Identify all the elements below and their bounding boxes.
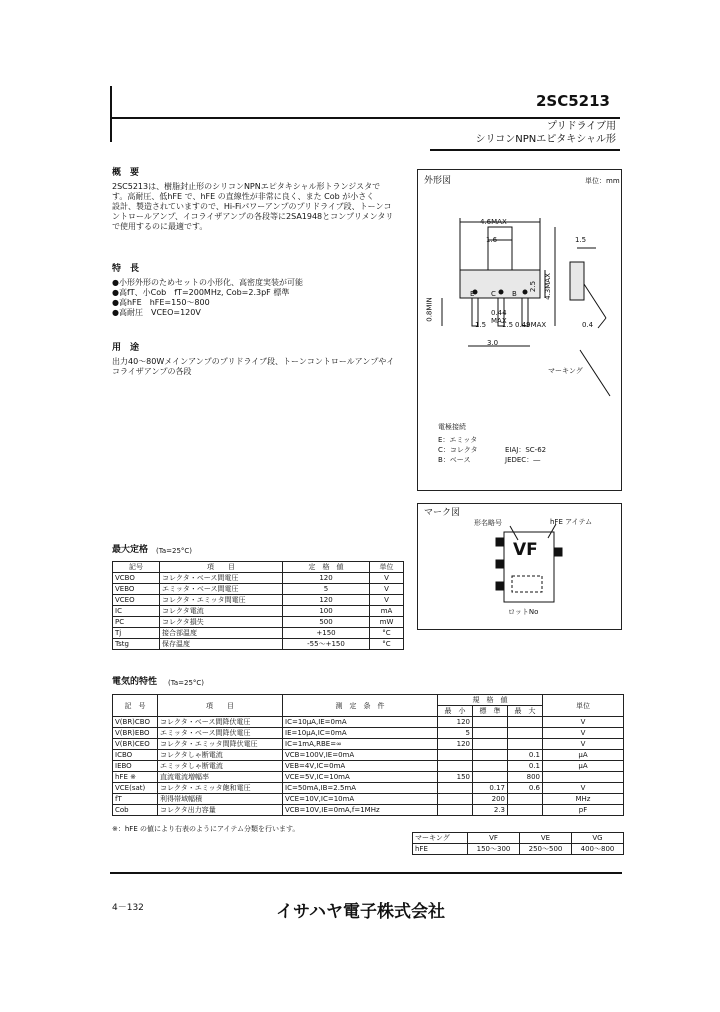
cell-unit: V xyxy=(370,584,404,595)
table-row xyxy=(113,783,624,794)
elec-title: 電気的特性 xyxy=(112,677,158,687)
cell-symbol: PC xyxy=(113,617,160,628)
overview-line: す。高耐圧、低hFE で、hFE の直線性が非常に良く、また Cob が小さく xyxy=(112,192,375,201)
elec-header-row-1 xyxy=(113,695,624,706)
subtitle-2: シリコンNPNエピタキシャル形 xyxy=(475,134,616,145)
header-top-rule xyxy=(110,117,620,119)
subtitle-1: プリドライブ用 xyxy=(547,121,616,132)
mark-lead-3 xyxy=(554,548,562,556)
dim-4-6max: 4.6MAX xyxy=(480,218,507,226)
cell-cond: VEB=4V,IC=0mA xyxy=(283,761,438,772)
th-item: 項 目 xyxy=(160,562,283,573)
cell-min xyxy=(438,750,473,761)
cell-cond: VCB=100V,IE=0mA xyxy=(283,750,438,761)
features-list xyxy=(112,278,303,318)
mark-hfe-label: hFE アイテム xyxy=(550,518,593,526)
cell-typ xyxy=(473,728,508,739)
cell-value: 500 xyxy=(283,617,370,628)
cell-max: 800 xyxy=(508,772,543,783)
cell-symbol: VCE(sat) xyxy=(113,783,158,794)
cell-value: VE xyxy=(520,833,572,844)
cell-item: コレクタ・エミッタ飽和電圧 xyxy=(158,783,283,794)
cell-cond: VCE=5V,IC=10mA xyxy=(283,772,438,783)
cell-min xyxy=(438,794,473,805)
cell-cond: IC=50mA,IB=2.5mA xyxy=(283,783,438,794)
dim-2-5: 2.5 xyxy=(529,280,538,293)
cell-min: 120 xyxy=(438,717,473,728)
th-min: 最 小 xyxy=(438,706,473,717)
th-symbol: 記号 xyxy=(113,562,160,573)
feature-item: ●高耐圧 VCEO=120V xyxy=(112,308,201,317)
cell-min xyxy=(438,805,473,816)
table-row xyxy=(113,794,624,805)
cell-max xyxy=(508,805,543,816)
cell-item: エミッタしゃ断電流 xyxy=(158,761,283,772)
overview-line: 設計、製造されていますので、Hi-Fiパワーアンプのプリドライブ段、トーンコ xyxy=(112,202,392,211)
dim-4-3max: 4.3MAX xyxy=(543,273,552,300)
cell-item: コレクタ損失 xyxy=(160,617,283,628)
cell-item: 保存温度 xyxy=(160,639,283,650)
pin-dot-c xyxy=(499,290,503,294)
mark-lead-1 xyxy=(496,560,504,568)
dim-0-49max: 0.49MAX xyxy=(515,321,547,329)
cell-symbol: V(BR)EBO xyxy=(113,728,158,739)
table-row xyxy=(113,772,624,783)
table-row xyxy=(113,606,404,617)
cell-item: 接合部温度 xyxy=(160,628,283,639)
cell-unit: pF xyxy=(543,805,624,816)
cell-symbol: VCBO xyxy=(113,573,160,584)
cell-unit: °C xyxy=(370,639,404,650)
dim-0-4: 0.4 xyxy=(582,321,594,329)
cell-cond: VCE=10V,IC=10mA xyxy=(283,794,438,805)
cell-value: 5 xyxy=(283,584,370,595)
cell-typ: 200 xyxy=(473,794,508,805)
cell-symbol: ICBO xyxy=(113,750,158,761)
max-ratings-table xyxy=(112,561,404,650)
max-ratings-header-row xyxy=(113,562,404,573)
cell-unit: V xyxy=(543,717,624,728)
cell-item: コレクタ・エミッタ間電圧 xyxy=(160,595,283,606)
cell-value: 150～300 xyxy=(468,844,520,855)
cell-cond: VCB=10V,IE=0mA,f=1MHz xyxy=(283,805,438,816)
pin-e-label: E xyxy=(470,290,475,298)
dim-3-0: 3.0 xyxy=(487,339,499,347)
cell-typ xyxy=(473,761,508,772)
cell-max: 0.6 xyxy=(508,783,543,794)
cell-unit: MHz xyxy=(543,794,624,805)
dim-1-5-c: 1.5 xyxy=(502,321,514,329)
max-ratings-cond: (Ta=25°C) xyxy=(156,547,193,555)
mark-title: マーク図 xyxy=(424,508,461,518)
cell-unit xyxy=(543,772,624,783)
cell-symbol: IC xyxy=(113,606,160,617)
mark-tab xyxy=(496,538,504,546)
cell-value: 250～500 xyxy=(520,844,572,855)
header-bottom-rule xyxy=(430,149,620,151)
cell-max xyxy=(508,717,543,728)
cell-max xyxy=(508,739,543,750)
overview-line: で使用するのに最適です。 xyxy=(112,222,208,231)
electrode-item: E：エミッタ xyxy=(438,436,478,444)
cell-item: コレクタ・ベース間降伏電圧 xyxy=(158,717,283,728)
cell-item: コレクタしゃ断電流 xyxy=(158,750,283,761)
th-max: 最 大 xyxy=(508,706,543,717)
th-item: 項 目 xyxy=(158,695,283,717)
th-unit: 単位 xyxy=(370,562,404,573)
cell-symbol: VCEO xyxy=(113,595,160,606)
cell-symbol: Tj xyxy=(113,628,160,639)
electrodes-title: 電極接続 xyxy=(438,423,466,431)
pin-b-label: B xyxy=(512,290,517,298)
cell-min: 120 xyxy=(438,739,473,750)
cell-symbol: hFE ※ xyxy=(113,772,158,783)
electrode-item: B：ベース xyxy=(438,455,471,464)
application-line: コライザアンプの各段 xyxy=(112,367,192,376)
table-row xyxy=(113,595,404,606)
cell-typ xyxy=(473,772,508,783)
pin-dot-b xyxy=(523,290,527,294)
applications-heading: 用 途 xyxy=(112,343,140,353)
cell-unit: mA xyxy=(370,606,404,617)
table-row xyxy=(113,573,404,584)
standard-item: EIAJ：SC-62 xyxy=(505,446,547,454)
dim-1-5-top: 1.5 xyxy=(575,236,587,244)
page-number: 4－132 xyxy=(112,903,144,913)
cell-typ: 0.17 xyxy=(473,783,508,794)
cell-item: コレクタ・エミッタ間降伏電圧 xyxy=(158,739,283,750)
cell-symbol: Cob xyxy=(113,805,158,816)
pin-c-label: C xyxy=(491,290,496,298)
cell-max xyxy=(508,794,543,805)
elec-cond: (Ta=25°C) xyxy=(168,679,205,687)
overview-line: ントロールアンプ、イコライザアンプの各段等に2SA1948とコンプリメンタリ xyxy=(112,212,394,221)
th-unit: 単位 xyxy=(543,695,624,717)
cell-cond: IE=10μA,IC=0mA xyxy=(283,728,438,739)
cell-typ: 2.3 xyxy=(473,805,508,816)
standards-list xyxy=(505,446,546,466)
table-row xyxy=(113,628,404,639)
elec-table xyxy=(112,694,624,816)
cell-min: 5 xyxy=(438,728,473,739)
th-typ: 標 準 xyxy=(473,706,508,717)
cell-item: コレクタ電流 xyxy=(160,606,283,617)
cell-value: VF xyxy=(468,833,520,844)
cell-unit: V xyxy=(543,739,624,750)
cell-value: 120 xyxy=(283,595,370,606)
cell-item: 利得帯域幅積 xyxy=(158,794,283,805)
mark-code: VF xyxy=(513,540,538,560)
application-line: 出力40～80Wメインアンプのプリドライブ段、トーンコントロールアンプやイ xyxy=(112,357,395,366)
cell-max: 0.1 xyxy=(508,750,543,761)
header-left-rule xyxy=(110,86,112,142)
cell-max: 0.1 xyxy=(508,761,543,772)
applications-body xyxy=(112,357,394,377)
cell-min xyxy=(438,761,473,772)
feature-item: ●高hFE hFE=150～800 xyxy=(112,298,210,307)
cell-value: +150 xyxy=(283,628,370,639)
outline-unit: 単位：mm xyxy=(585,177,620,185)
mark-lot-area xyxy=(512,576,542,592)
features-heading: 特 長 xyxy=(112,264,140,274)
cell-typ xyxy=(473,739,508,750)
table-row xyxy=(113,728,624,739)
cell-unit: V xyxy=(370,573,404,584)
overview-line: 2SC5213は、樹脂封止形のシリコンNPNエピタキシャル形トランジスタで xyxy=(112,182,381,191)
mark-shape-label: 形名略号 xyxy=(474,519,502,527)
table-row xyxy=(413,833,624,844)
cell-unit: V xyxy=(543,728,624,739)
cell-item: 直流電流増幅率 xyxy=(158,772,283,783)
part-number: 2SC5213 xyxy=(536,92,610,110)
side-view-body xyxy=(570,262,584,300)
cell-value: 100 xyxy=(283,606,370,617)
table-row xyxy=(113,639,404,650)
mark-lead-2 xyxy=(496,582,504,590)
th-rating: 定 格 値 xyxy=(283,562,370,573)
cell-typ xyxy=(473,717,508,728)
cell-label: hFE xyxy=(413,844,468,855)
cell-min: 150 xyxy=(438,772,473,783)
dim-0-44: 0.44 xyxy=(491,309,507,317)
cell-unit: V xyxy=(370,595,404,606)
cell-item: エミッタ・ベース間降伏電圧 xyxy=(158,728,283,739)
feature-item: ●高fT、小Cob fT=200MHz, Cob=2.3pF 標準 xyxy=(112,288,290,297)
feature-item: ●小形外形のためセットの小形化、高密度実装が可能 xyxy=(112,278,303,287)
dim-0-8min: 0.8MIN xyxy=(425,297,434,322)
electrode-item: C：コレクタ xyxy=(438,445,478,454)
cell-label: マーキング xyxy=(413,833,468,844)
cell-item: コレクタ出力容量 xyxy=(158,805,283,816)
cell-unit: μA xyxy=(543,750,624,761)
marking-label: マーキング xyxy=(548,367,583,375)
overview-body xyxy=(112,182,393,232)
cell-value: VG xyxy=(572,833,624,844)
dim-1-6: 1.6 xyxy=(486,236,498,244)
cell-unit: V xyxy=(543,783,624,794)
cell-unit: μA xyxy=(543,761,624,772)
footer-rule xyxy=(110,872,622,874)
cell-min xyxy=(438,783,473,794)
dim-1-5-b: 1.5 xyxy=(475,321,487,329)
elec-note: ※：hFE の値により右表のようにアイテム分類を行います。 xyxy=(112,825,300,833)
company-logo: イサハヤ電子株式会社 xyxy=(276,902,445,922)
th-symbol: 記 号 xyxy=(113,695,158,717)
cell-cond: IC=10μA,IE=0mA xyxy=(283,717,438,728)
cell-max xyxy=(508,728,543,739)
cell-symbol: VEBO xyxy=(113,584,160,595)
cell-cond: IC=1mA,RBE=∞ xyxy=(283,739,438,750)
outline-title: 外形図 xyxy=(424,176,452,186)
table-row xyxy=(113,805,624,816)
th-values: 規 格 値 xyxy=(438,695,543,706)
cell-value: 120 xyxy=(283,573,370,584)
table-row xyxy=(113,584,404,595)
cell-typ xyxy=(473,750,508,761)
cell-item: エミッタ・ベース間電圧 xyxy=(160,584,283,595)
cell-symbol: fT xyxy=(113,794,158,805)
table-row xyxy=(113,717,624,728)
table-row xyxy=(113,739,624,750)
table-row xyxy=(113,617,404,628)
table-row xyxy=(113,761,624,772)
cell-symbol: V(BR)CEO xyxy=(113,739,158,750)
max-ratings-title: 最大定格 xyxy=(112,545,149,555)
mark-drawing xyxy=(488,520,568,610)
table-row xyxy=(113,750,624,761)
overview-heading: 概 要 xyxy=(112,168,140,178)
mark-lot-label: ロットNo xyxy=(508,608,539,616)
hfe-class-table xyxy=(412,832,624,855)
outline-drawing xyxy=(420,210,618,400)
cell-value: 400～800 xyxy=(572,844,624,855)
cell-symbol: Tstg xyxy=(113,639,160,650)
dim-max: MAX xyxy=(491,317,507,325)
cell-unit: mW xyxy=(370,617,404,628)
cell-unit: °C xyxy=(370,628,404,639)
cell-item: コレクタ・ベース間電圧 xyxy=(160,573,283,584)
table-row xyxy=(413,844,624,855)
th-cond: 測 定 条 件 xyxy=(283,695,438,717)
standard-item: JEDEC：― xyxy=(505,455,541,464)
electrodes-list xyxy=(438,436,478,465)
cell-value: -55～+150 xyxy=(283,639,370,650)
cell-symbol: IEBO xyxy=(113,761,158,772)
cell-symbol: V(BR)CBO xyxy=(113,717,158,728)
